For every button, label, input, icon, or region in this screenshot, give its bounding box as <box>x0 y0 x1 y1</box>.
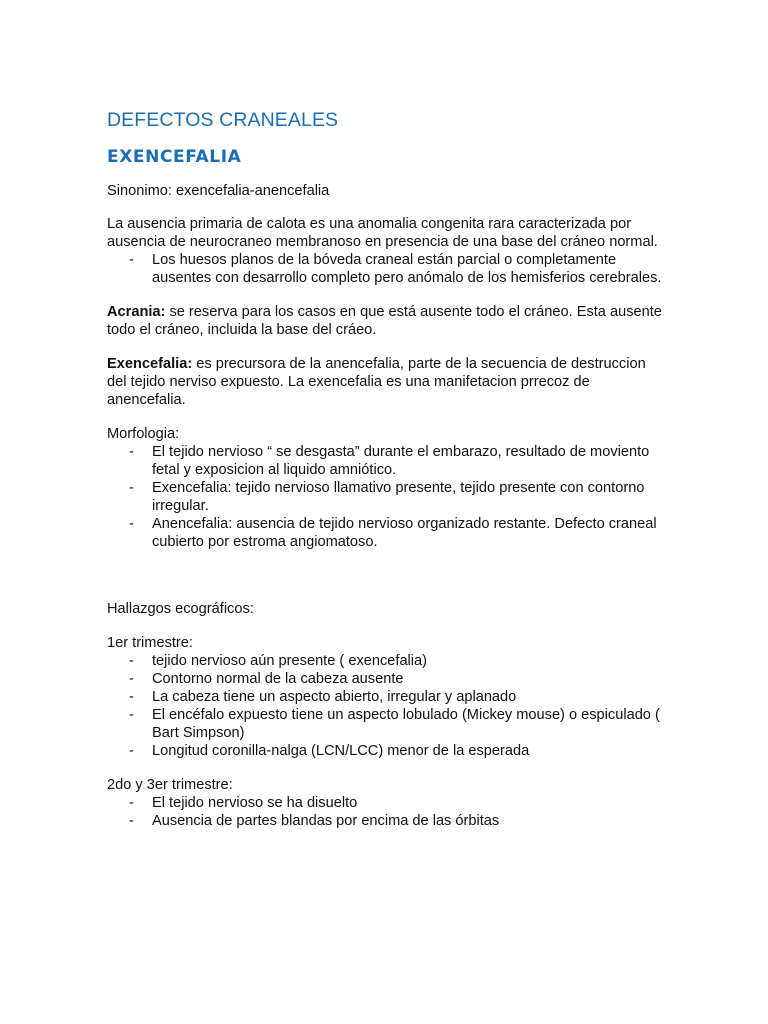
dash-bullet: - <box>129 653 134 669</box>
exencefalia-text: es precursora de la anencefalia, parte de la secuencia de destruccion del tejido nerviso expuesto. La exencefalia es una manifetacion prrecoz de anencefalia. <box>107 356 646 408</box>
list-item-text: Contorno normal de la cabeza ausente <box>152 671 404 687</box>
list-item-text: El tejido nervioso “ se desgasta” durante el embarazo, resultado de moviento fetal y exposicion al liquido amniótico. <box>152 444 650 478</box>
dash-bullet: - <box>129 689 134 705</box>
dash-bullet: - <box>129 480 134 496</box>
list-item-text: Exencefalia: tejido nervioso llamativo presente, tejido presente con contorno irregular. <box>152 480 645 514</box>
dash-bullet: - <box>129 516 134 532</box>
list-item <box>107 652 667 670</box>
list-item-text: Los huesos planos de la bóveda craneal están parcial o completamente ausentes con desarrollo completo pero anómalo de los hemisferios cerebrales. <box>152 252 662 286</box>
section-heading: EXENCEFALIA <box>107 147 242 167</box>
list-item-text: El tejido nervioso se ha disuelto <box>152 795 358 811</box>
acrania-text: se reserva para los casos en que está ausente todo el cráneo. Esta ausente todo el cráneo, incluida la base del cráeo. <box>107 304 662 338</box>
list-item-text: Ausencia de partes blandas por encima de las órbitas <box>152 813 500 829</box>
document-page <box>107 107 667 830</box>
list-item <box>107 688 667 706</box>
list-item <box>107 812 667 830</box>
list-item-text: Anencefalia: ausencia de tejido nervioso organizado restante. Defecto craneal cubierto por estroma angiomatoso. <box>152 516 657 550</box>
list-item-text: La cabeza tiene un aspecto abierto, irregular y aplanado <box>152 689 517 705</box>
morfologia-title: Morfologia: <box>107 426 180 442</box>
dash-bullet: - <box>129 795 134 811</box>
dash-bullet: - <box>129 252 134 268</box>
acrania-paragraph <box>107 303 667 339</box>
exencefalia-paragraph <box>107 355 667 409</box>
dash-bullet: - <box>129 707 134 723</box>
list-item-text: Longitud coronilla-nalga (LCN/LCC) menor de la esperada <box>152 743 530 759</box>
list-item <box>107 251 667 287</box>
intro-paragraph: La ausencia primaria de calota es una anomalia congenita rara caracterizada por ausencia de neurocraneo membranoso en presencia de una base del cráneo normal. <box>107 216 658 250</box>
list-item-text: El encéfalo expuesto tiene un aspecto lobulado (Mickey mouse) o espiculado ( Bart Simpson) <box>152 707 660 741</box>
list-item <box>107 706 667 742</box>
list-item <box>107 670 667 688</box>
list-item <box>107 479 667 515</box>
document-title: DEFECTOS CRANEALES <box>107 109 339 131</box>
trimestre1-list <box>107 652 667 760</box>
exencefalia-term: Exencefalia: <box>107 356 193 372</box>
dash-bullet: - <box>129 813 134 829</box>
intro-list <box>107 251 667 287</box>
trimestre1-title: 1er trimestre: <box>107 635 193 651</box>
trimestre23-title: 2do y 3er trimestre: <box>107 777 233 793</box>
dash-bullet: - <box>129 444 134 460</box>
trimestre23-list <box>107 794 667 830</box>
morfologia-list <box>107 443 667 551</box>
list-item-text: tejido nervioso aún presente ( exencefalia) <box>152 653 428 669</box>
hallazgos-title: Hallazgos ecográficos: <box>107 601 254 617</box>
list-item <box>107 742 667 760</box>
dash-bullet: - <box>129 743 134 759</box>
list-item <box>107 443 667 479</box>
dash-bullet: - <box>129 671 134 687</box>
acrania-term: Acrania: <box>107 304 166 320</box>
list-item <box>107 794 667 812</box>
list-item <box>107 515 667 551</box>
sinonimo-paragraph: Sinonimo: exencefalia-anencefalia <box>107 183 330 199</box>
